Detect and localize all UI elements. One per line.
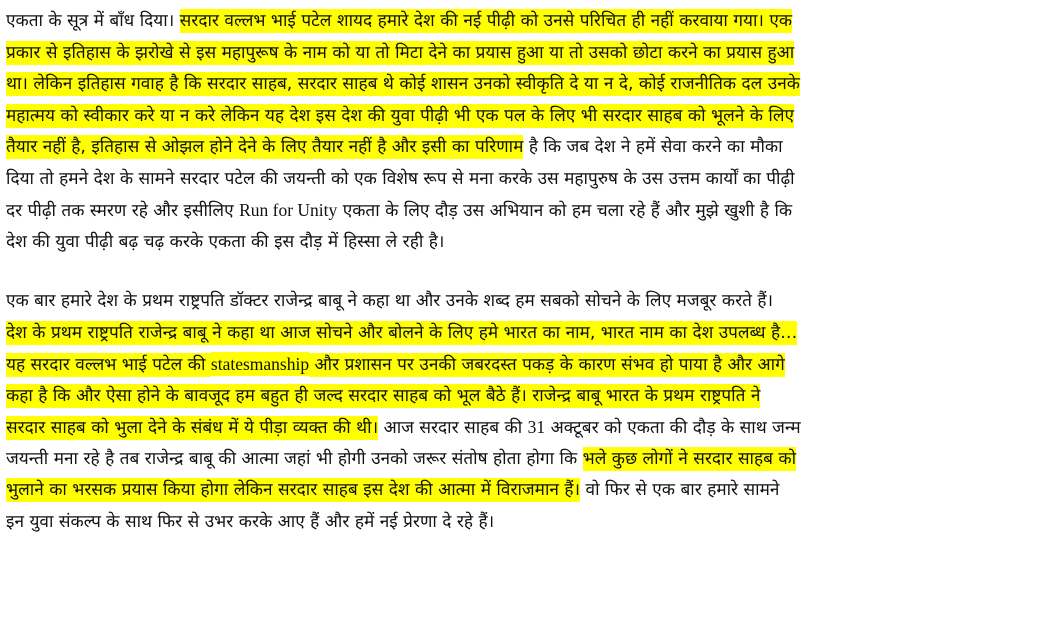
text-line bbox=[6, 227, 1040, 259]
text-segment: अक्टूबर को एकता की दौड़ के साथ जन्म bbox=[545, 418, 801, 438]
highlighted-text: भले कुछ लोगों ने सरदार साहब को bbox=[582, 448, 797, 469]
highlighted-text: था। लेकिन इतिहास गवाह है कि सरदार साहब, सरदार साहब थे कोई शासन उनको स्वीकृति दे या न दे, कोई राजनीतिक दल उनके bbox=[6, 74, 800, 94]
text-segment: देश की युवा पीढ़ी बढ़ चढ़ करके एकता की इस दौड़ में हिस्सा ले रही है। bbox=[6, 231, 445, 252]
paragraph-gap bbox=[6, 258, 1040, 286]
text-line bbox=[6, 475, 1040, 507]
highlighted-text: महात्मय को स्वीकार करे या न करे लेकिन यह देश इस देश की युवा पीढ़ी भी एक पल के लिए भी सरदार साहब को भूलने के लिए bbox=[6, 105, 795, 126]
text-segment: एक बार हमारे देश के प्रथम राष्ट्रपति डॉक्टर राजेन्द्र बाबू ने कहा था और उनके शब्द हम सबको सोचने के लिए मजबूर करते हैं। bbox=[6, 291, 774, 311]
text-segment: वो फिर से एक बार हमारे सामने bbox=[580, 480, 780, 500]
text-line bbox=[6, 286, 1040, 318]
highlighted-latin-text: statesmanship bbox=[210, 354, 310, 374]
text-line bbox=[6, 69, 1040, 101]
highlighted-text: भुलाने का भरसक प्रयास किया होगा लेकिन सरदार साहब इस देश की आत्मा में विराजमान हैं। bbox=[6, 480, 581, 500]
latin-text: 31 bbox=[527, 417, 546, 437]
text-line bbox=[6, 164, 1040, 196]
text-segment: दिया तो हमने देश के सामने सरदार पटेल की जयन्ती को एक विशेष रूप से मना करके उस महापुरुष के उस उत्तम कार्यों का पीढ़ी bbox=[6, 168, 795, 189]
text-segment: दर पीढ़ी तक स्मरण रहे और इसीलिए bbox=[6, 201, 240, 221]
text-segment: है कि जब देश ने हमें सेवा करने का मौका bbox=[523, 137, 783, 157]
highlighted-text: देश के प्रथम राष्ट्रपति राजेन्द्र बाबू ने कहा था आज सोचने और बोलने के लिए हमे भारत का नाम, भारत नाम का देश उपलब्ध है… bbox=[6, 322, 798, 343]
text-segment: एकता के लिए दौड़ उस अभियान को हम चला रहे हैं और मुझे खुशी है कि bbox=[337, 201, 793, 221]
text-line bbox=[6, 318, 1040, 350]
highlighted-text: सरदार साहब को भुला देने के संबंध में ये पीड़ा व्यक्त की थी। bbox=[6, 418, 379, 438]
highlighted-text: तैयार नहीं है, इतिहास से ओझल होने देने के लिए तैयार नहीं है और इसी का परिणाम bbox=[6, 137, 524, 157]
text-line bbox=[6, 195, 1040, 227]
text-line bbox=[6, 349, 1040, 381]
text-line bbox=[6, 381, 1040, 413]
text-line bbox=[6, 507, 1040, 539]
highlighted-text: प्रकार से इतिहास के झरोखे से इस महापुरूष के नाम को या तो मिटा देने का प्रयास हुआ या तो उसको छोटा करने का प्रयास हुआ bbox=[6, 42, 795, 63]
text-line bbox=[6, 132, 1040, 164]
highlighted-text: कहा है कि और ऐसा होने के बावजूद हम बहुत ही जल्द सरदार साहब को भूल बैठे हैं। राजेन्द्र बाबू भारत के प्रथम राष्ट्रपति ने bbox=[6, 385, 761, 406]
text-line bbox=[6, 412, 1040, 444]
latin-text: Run for Unity bbox=[239, 200, 338, 220]
paragraph-1 bbox=[6, 6, 1040, 258]
text-line bbox=[6, 6, 1040, 38]
highlighted-text: और प्रशासन पर उनकी जबरदस्त पकड़ के कारण संभव हो पाया है और आगे bbox=[309, 355, 785, 375]
text-segment: आज सरदार साहब की bbox=[378, 418, 528, 438]
text-segment: एकता के सूत्र में बाँध दिया। bbox=[6, 11, 180, 31]
paragraph-2 bbox=[6, 286, 1040, 538]
text-line bbox=[6, 444, 1040, 476]
text-segment: इन युवा संकल्प के साथ फिर से उभर करके आए हैं और हमें नई प्रेरणा दे रहे हैं। bbox=[6, 511, 495, 532]
highlighted-text: सरदार वल्लभ भाई पटेल शायद हमारे देश की नई पीढ़ी को उनसे परिचित ही नहीं करवाया गया। एक bbox=[179, 11, 793, 31]
text-segment: जयन्ती मना रहे है तब राजेन्द्र बाबू की आत्मा जहां भी होगी उनको जरूर संतोष होता होगा कि bbox=[6, 448, 583, 469]
text-line bbox=[6, 38, 1040, 70]
highlighted-text: यह सरदार वल्लभ भाई पटेल की bbox=[6, 355, 211, 375]
text-line bbox=[6, 101, 1040, 133]
